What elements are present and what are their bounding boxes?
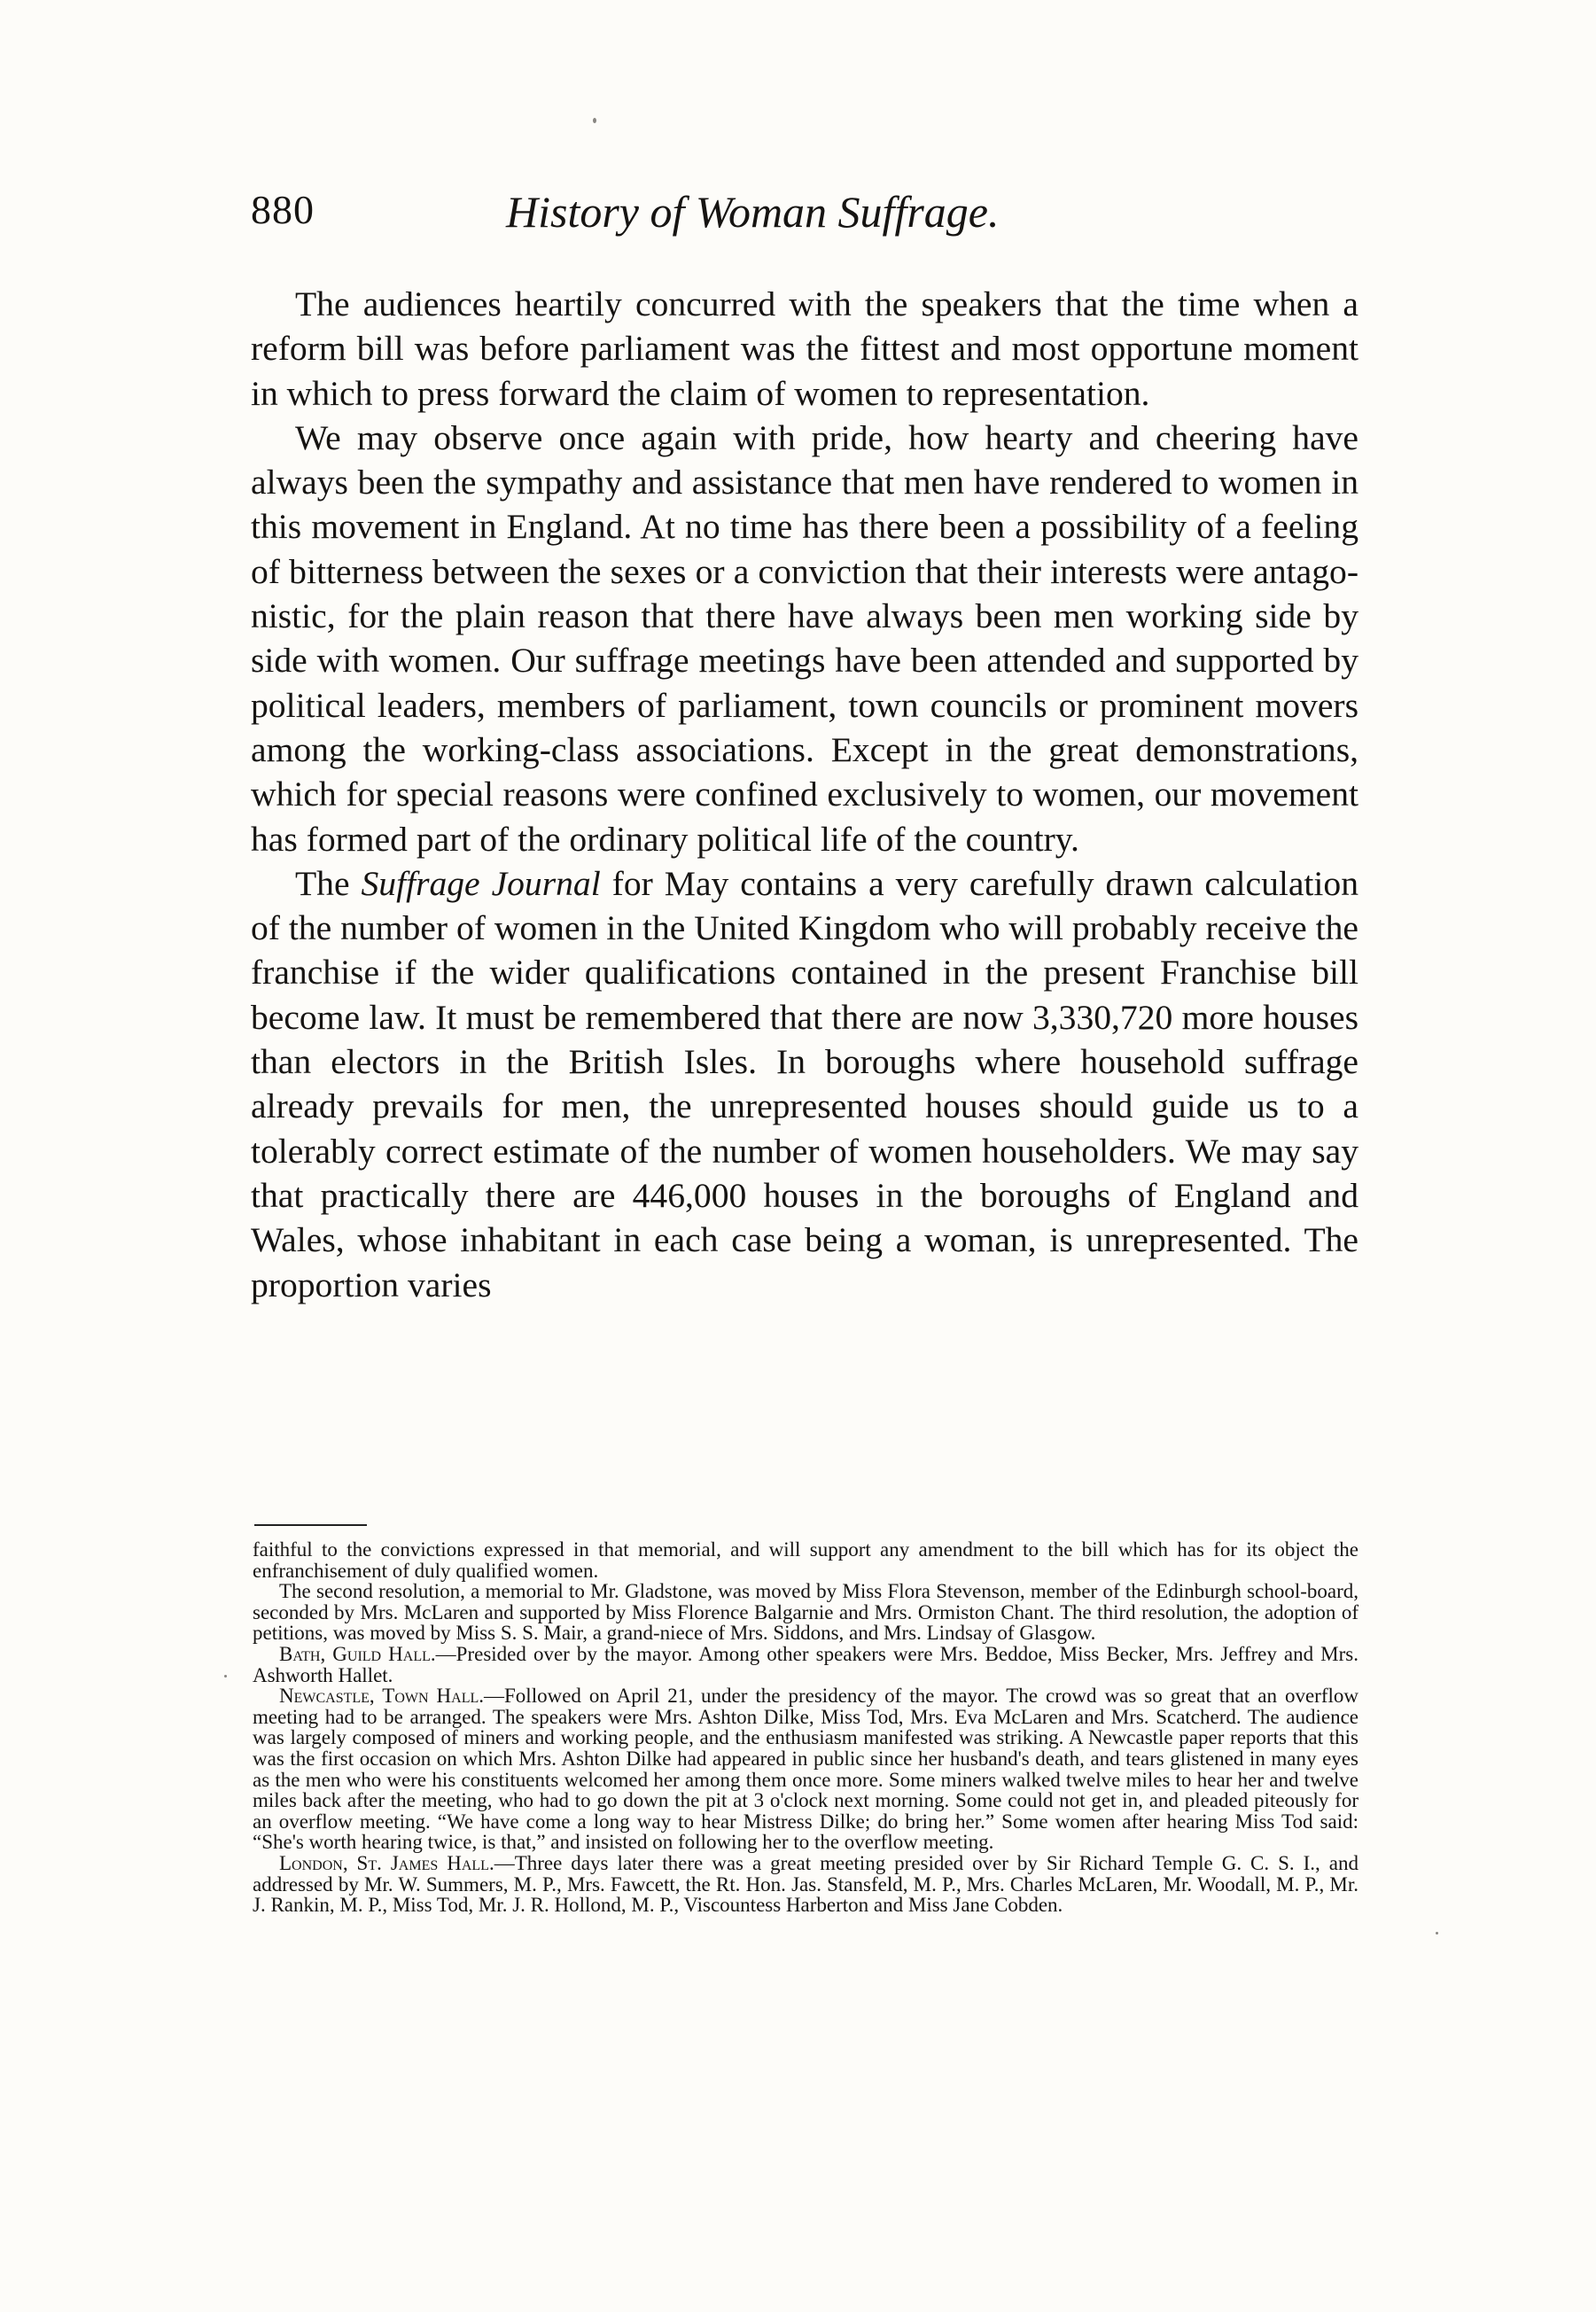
ink-speck [1436, 1932, 1438, 1934]
paragraph-audiences: The audiences heartily concurred with the speakers that the time when a reform bill was before parliament was the fittest and most opportune moment in which to press forward the claim of women to representation. [251, 284, 1359, 413]
ink-speck [593, 118, 596, 123]
footnote-newcastle-heading: Newcastle, Town Hall. [279, 1685, 485, 1708]
footnotes [253, 1539, 1359, 1916]
footnote-london-heading: London, St. James Hall. [279, 1851, 494, 1874]
footnote-rule [254, 1524, 367, 1526]
paragraph-suffrage-journal [251, 861, 1359, 1307]
journal-title: Suffrage Journal [361, 863, 601, 903]
footnote-continuation: faithful to the convictions expressed in that memorial, and will support any amendment to the bill which has for its object the enfranchisement of duly qualified women. [253, 1538, 1359, 1582]
footnote-bath-text: —Presided over by the mayor. Among other speakers were Mrs. Beddoe, Miss Becker, Mrs. Jeffrey and Mrs. Ashworth Hallet. [253, 1642, 1359, 1686]
journal-text: for May contains a very carefully drawn calculation of the number of women in the United Kingdom who will probably receive the franchise if the wider qualifications contained in the present Franchise bill become law. It must be remembered that there are now 3,330,720 more houses than electors in the British Isles. In boroughs where household suffrage already prevails for men, the unrepresented houses should guide us to a tolerably correct estimate of the number of women householders. We may say that practically there are 446,000 houses in the boroughs of England and Wales, whose inhabitant in each case being a woman, is unrepresented. The proportion varies [251, 863, 1359, 1304]
main-text [251, 282, 1359, 1307]
page-number: 880 [251, 187, 315, 232]
footnote-london-text: —Three days later there was a great meeting presided over by Sir Richard Temple G. C. S. I., and addressed by Mr. W. Summers, M. P., Mrs. Fawcett, the Rt. Hon. Jas. Stansfeld, M. P., Mrs. Charles McLaren, Mr. Woodall, M. P., Mr. J. Rankin, M. P., Miss Tod, Mr. J. R. Hollond, M. P., Viscountess Harberton and Miss Jane Cobden. [253, 1851, 1359, 1917]
footnote-second-resolution: The second resolution, a memorial to Mr. Gladstone, was moved by Miss Flora Stevenson, member of the Edinburgh school-board, seconded by Mrs. McLaren and supported by Miss Florence Balgarnie and Mrs. Ormiston Chant. The third resolution, the adoption of petitions, was moved by Miss S. S. Mair, a grand-niece of Mrs. Siddons, and Mrs. Lindsay of Glasgow. [253, 1580, 1359, 1645]
footnote-bath [253, 1644, 1359, 1685]
running-title: History of Woman Suffrage. [506, 187, 1000, 237]
running-head [251, 186, 1359, 257]
journal-intro: The [295, 863, 362, 903]
paragraph-men-support: We may observe once again with pride, how hearty and cheering have always been the sympathy and assistance that men have rendered to women in this movement in England. At no time has there been a possibility of a feeling of bitterness between the sexes or a conviction that their interests were antagonistic, for the plain reason that there have always been men working side by side with women. Our suffrage meetings have been attended and supported by political leaders, members of parliament, town councils or prominent movers among the working-class associations. Except in the great demonstrations, which for special reasons were confined exclusively to women, our movement has formed part of the ordinary political life of the country. [251, 417, 1359, 859]
footnote-london [253, 1853, 1359, 1916]
footnote-bath-heading: Bath, Guild Hall. [279, 1642, 436, 1665]
ink-speck [224, 1675, 227, 1678]
footnote-newcastle-text: —Followed on April 21, under the presidency of the mayor. The crowd was so great that an overflow meeting had to be arranged. The speakers were Mrs. Ashton Dilke, Miss Tod, Mrs. Eva McLaren and Mrs. Scatcherd. The audience was largely composed of miners and working people, and the enthusiasm manifested was striking. A Newcastle paper reports that this was the first occasion on which Mrs. Ashton Dilke had appeared in public since her husband's death, and tears glistened in many eyes as the men who were his constituents welcomed her among them once more. Some miners walked twelve miles to hear her and twelve miles back after the meeting, who had to go down the pit at 3 o'clock next morning. Some could not get in, and pleaded piteously for an overflow meeting. “We have come a long way to hear Mistress Dilke; do bring her.” Some women after hearing Miss Tod said: “She's worth hearing twice, is that,” and insisted on following her to the overflow meeting. [253, 1685, 1359, 1854]
footnote-newcastle [253, 1685, 1359, 1853]
